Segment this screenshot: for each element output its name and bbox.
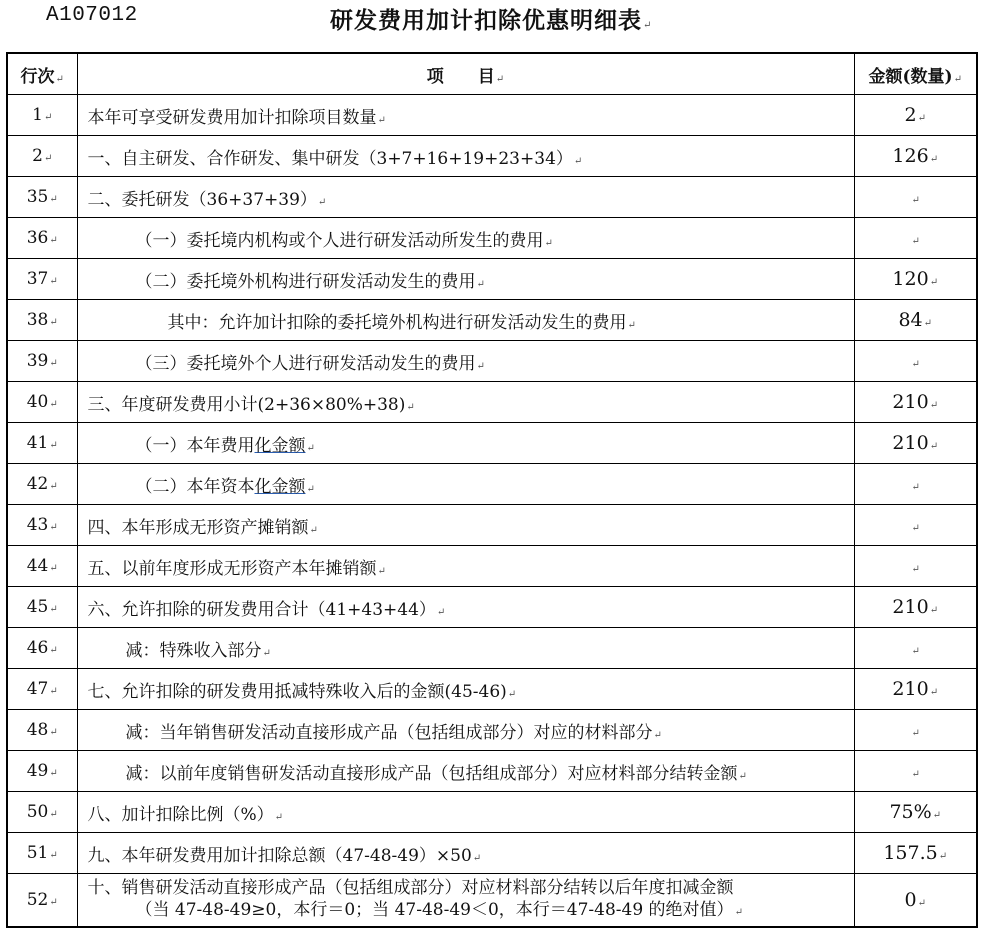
- row-amount: 84↵: [854, 300, 977, 341]
- row-number: 39↵: [7, 341, 77, 382]
- row-item: 十、销售研发活动直接形成产品（包括组成部分）对应材料部分结转以后年度扣减金额 （当 47-48-49≥0，本行＝0；当 47-48-49＜0，本行＝47-48-49 的绝对值）↵: [77, 874, 854, 928]
- row-number: 1↵: [7, 95, 77, 136]
- row-item: 八、加计扣除比例（%）↵: [77, 792, 854, 833]
- row-number: 43↵: [7, 505, 77, 546]
- table-row: [7, 710, 977, 751]
- row-item: 本年可享受研发费用加计扣除项目数量↵: [77, 95, 854, 136]
- row-amount: ↵: [854, 710, 977, 751]
- row-number: 52↵: [7, 874, 77, 928]
- row-amount: 120↵: [854, 259, 977, 300]
- header-row-no: 行次↵: [7, 53, 77, 95]
- row-amount: ↵: [854, 218, 977, 259]
- table-row: [7, 628, 977, 669]
- row-amount: ↵: [854, 464, 977, 505]
- row-number: 37↵: [7, 259, 77, 300]
- row-amount: 75%↵: [854, 792, 977, 833]
- table-row: [7, 382, 977, 423]
- row-amount: ↵: [854, 505, 977, 546]
- row-item: 九、本年研发费用加计扣除总额（47-48-49）×50↵: [77, 833, 854, 874]
- row-number: 48↵: [7, 710, 77, 751]
- table-row: [7, 218, 977, 259]
- table-row: [7, 464, 977, 505]
- row-number: 46↵: [7, 628, 77, 669]
- header-item: 项 目↵: [77, 53, 854, 95]
- page-title: [330, 2, 652, 35]
- table-header-row: [7, 53, 977, 95]
- title-text: 研发费用加计扣除优惠明细表: [330, 7, 642, 34]
- row-number: 51↵: [7, 833, 77, 874]
- table-row: [7, 505, 977, 546]
- row-amount: ↵: [854, 546, 977, 587]
- row-item: 七、允许扣除的研发费用抵减特殊收入后的金额(45-46)↵: [77, 669, 854, 710]
- table-row: [7, 874, 977, 928]
- row-item: （一）本年费用化金额↵: [77, 423, 854, 464]
- row-item: 二、委托研发（36+37+39）↵: [77, 177, 854, 218]
- row-item: （二）委托境外机构进行研发活动发生的费用↵: [77, 259, 854, 300]
- row-number: 44↵: [7, 546, 77, 587]
- row-item: 四、本年形成无形资产摊销额↵: [77, 505, 854, 546]
- row-item: 减：以前年度销售研发活动直接形成产品（包括组成部分）对应材料部分结转金额↵: [77, 751, 854, 792]
- row-number: 2↵: [7, 136, 77, 177]
- row-amount: ↵: [854, 341, 977, 382]
- table-row: [7, 587, 977, 628]
- row-amount: 210↵: [854, 587, 977, 628]
- row-number: 38↵: [7, 300, 77, 341]
- row-amount: 126↵: [854, 136, 977, 177]
- table-row: [7, 669, 977, 710]
- row-number: 49↵: [7, 751, 77, 792]
- row-number: 35↵: [7, 177, 77, 218]
- row-amount: ↵: [854, 177, 977, 218]
- row-item: （三）委托境外个人进行研发活动发生的费用↵: [77, 341, 854, 382]
- table-row: [7, 259, 977, 300]
- row-item: 三、年度研发费用小计(2+36×80%+38)↵: [77, 382, 854, 423]
- row-amount: 157.5↵: [854, 833, 977, 874]
- row-amount: ↵: [854, 751, 977, 792]
- row-item: 减：特殊收入部分↵: [77, 628, 854, 669]
- row-amount: 210↵: [854, 382, 977, 423]
- row-amount: 0↵: [854, 874, 977, 928]
- row-item: 一、自主研发、合作研发、集中研发（3+7+16+19+23+34）↵: [77, 136, 854, 177]
- table-row: [7, 95, 977, 136]
- row-number: 45↵: [7, 587, 77, 628]
- row-item: 六、允许扣除的研发费用合计（41+43+44）↵: [77, 587, 854, 628]
- row-item: （二）本年资本化金额↵: [77, 464, 854, 505]
- row-item: 其中：允许加计扣除的委托境外机构进行研发活动发生的费用↵: [77, 300, 854, 341]
- row-number: 40↵: [7, 382, 77, 423]
- table-row: [7, 300, 977, 341]
- row-number: 36↵: [7, 218, 77, 259]
- table-row: [7, 136, 977, 177]
- row-number: 47↵: [7, 669, 77, 710]
- table-row: [7, 833, 977, 874]
- paragraph-mark: ↵: [643, 20, 653, 31]
- header-amount: 金额(数量)↵: [854, 53, 977, 95]
- row-number: 42↵: [7, 464, 77, 505]
- form-code: A107012: [46, 4, 138, 27]
- table-row: [7, 751, 977, 792]
- row-number: 50↵: [7, 792, 77, 833]
- table-row: [7, 177, 977, 218]
- row-amount: 2↵: [854, 95, 977, 136]
- row-amount: ↵: [854, 628, 977, 669]
- row-amount: 210↵: [854, 669, 977, 710]
- table-row: [7, 423, 977, 464]
- row-item: 五、以前年度形成无形资产本年摊销额↵: [77, 546, 854, 587]
- row-number: 41↵: [7, 423, 77, 464]
- table-row: [7, 546, 977, 587]
- row-item: 减：当年销售研发活动直接形成产品（包括组成部分）对应的材料部分↵: [77, 710, 854, 751]
- table-row: [7, 341, 977, 382]
- deduction-detail-table: [6, 52, 978, 928]
- row-amount: 210↵: [854, 423, 977, 464]
- row-item: （一）委托境内机构或个人进行研发活动所发生的费用↵: [77, 218, 854, 259]
- table-row: [7, 792, 977, 833]
